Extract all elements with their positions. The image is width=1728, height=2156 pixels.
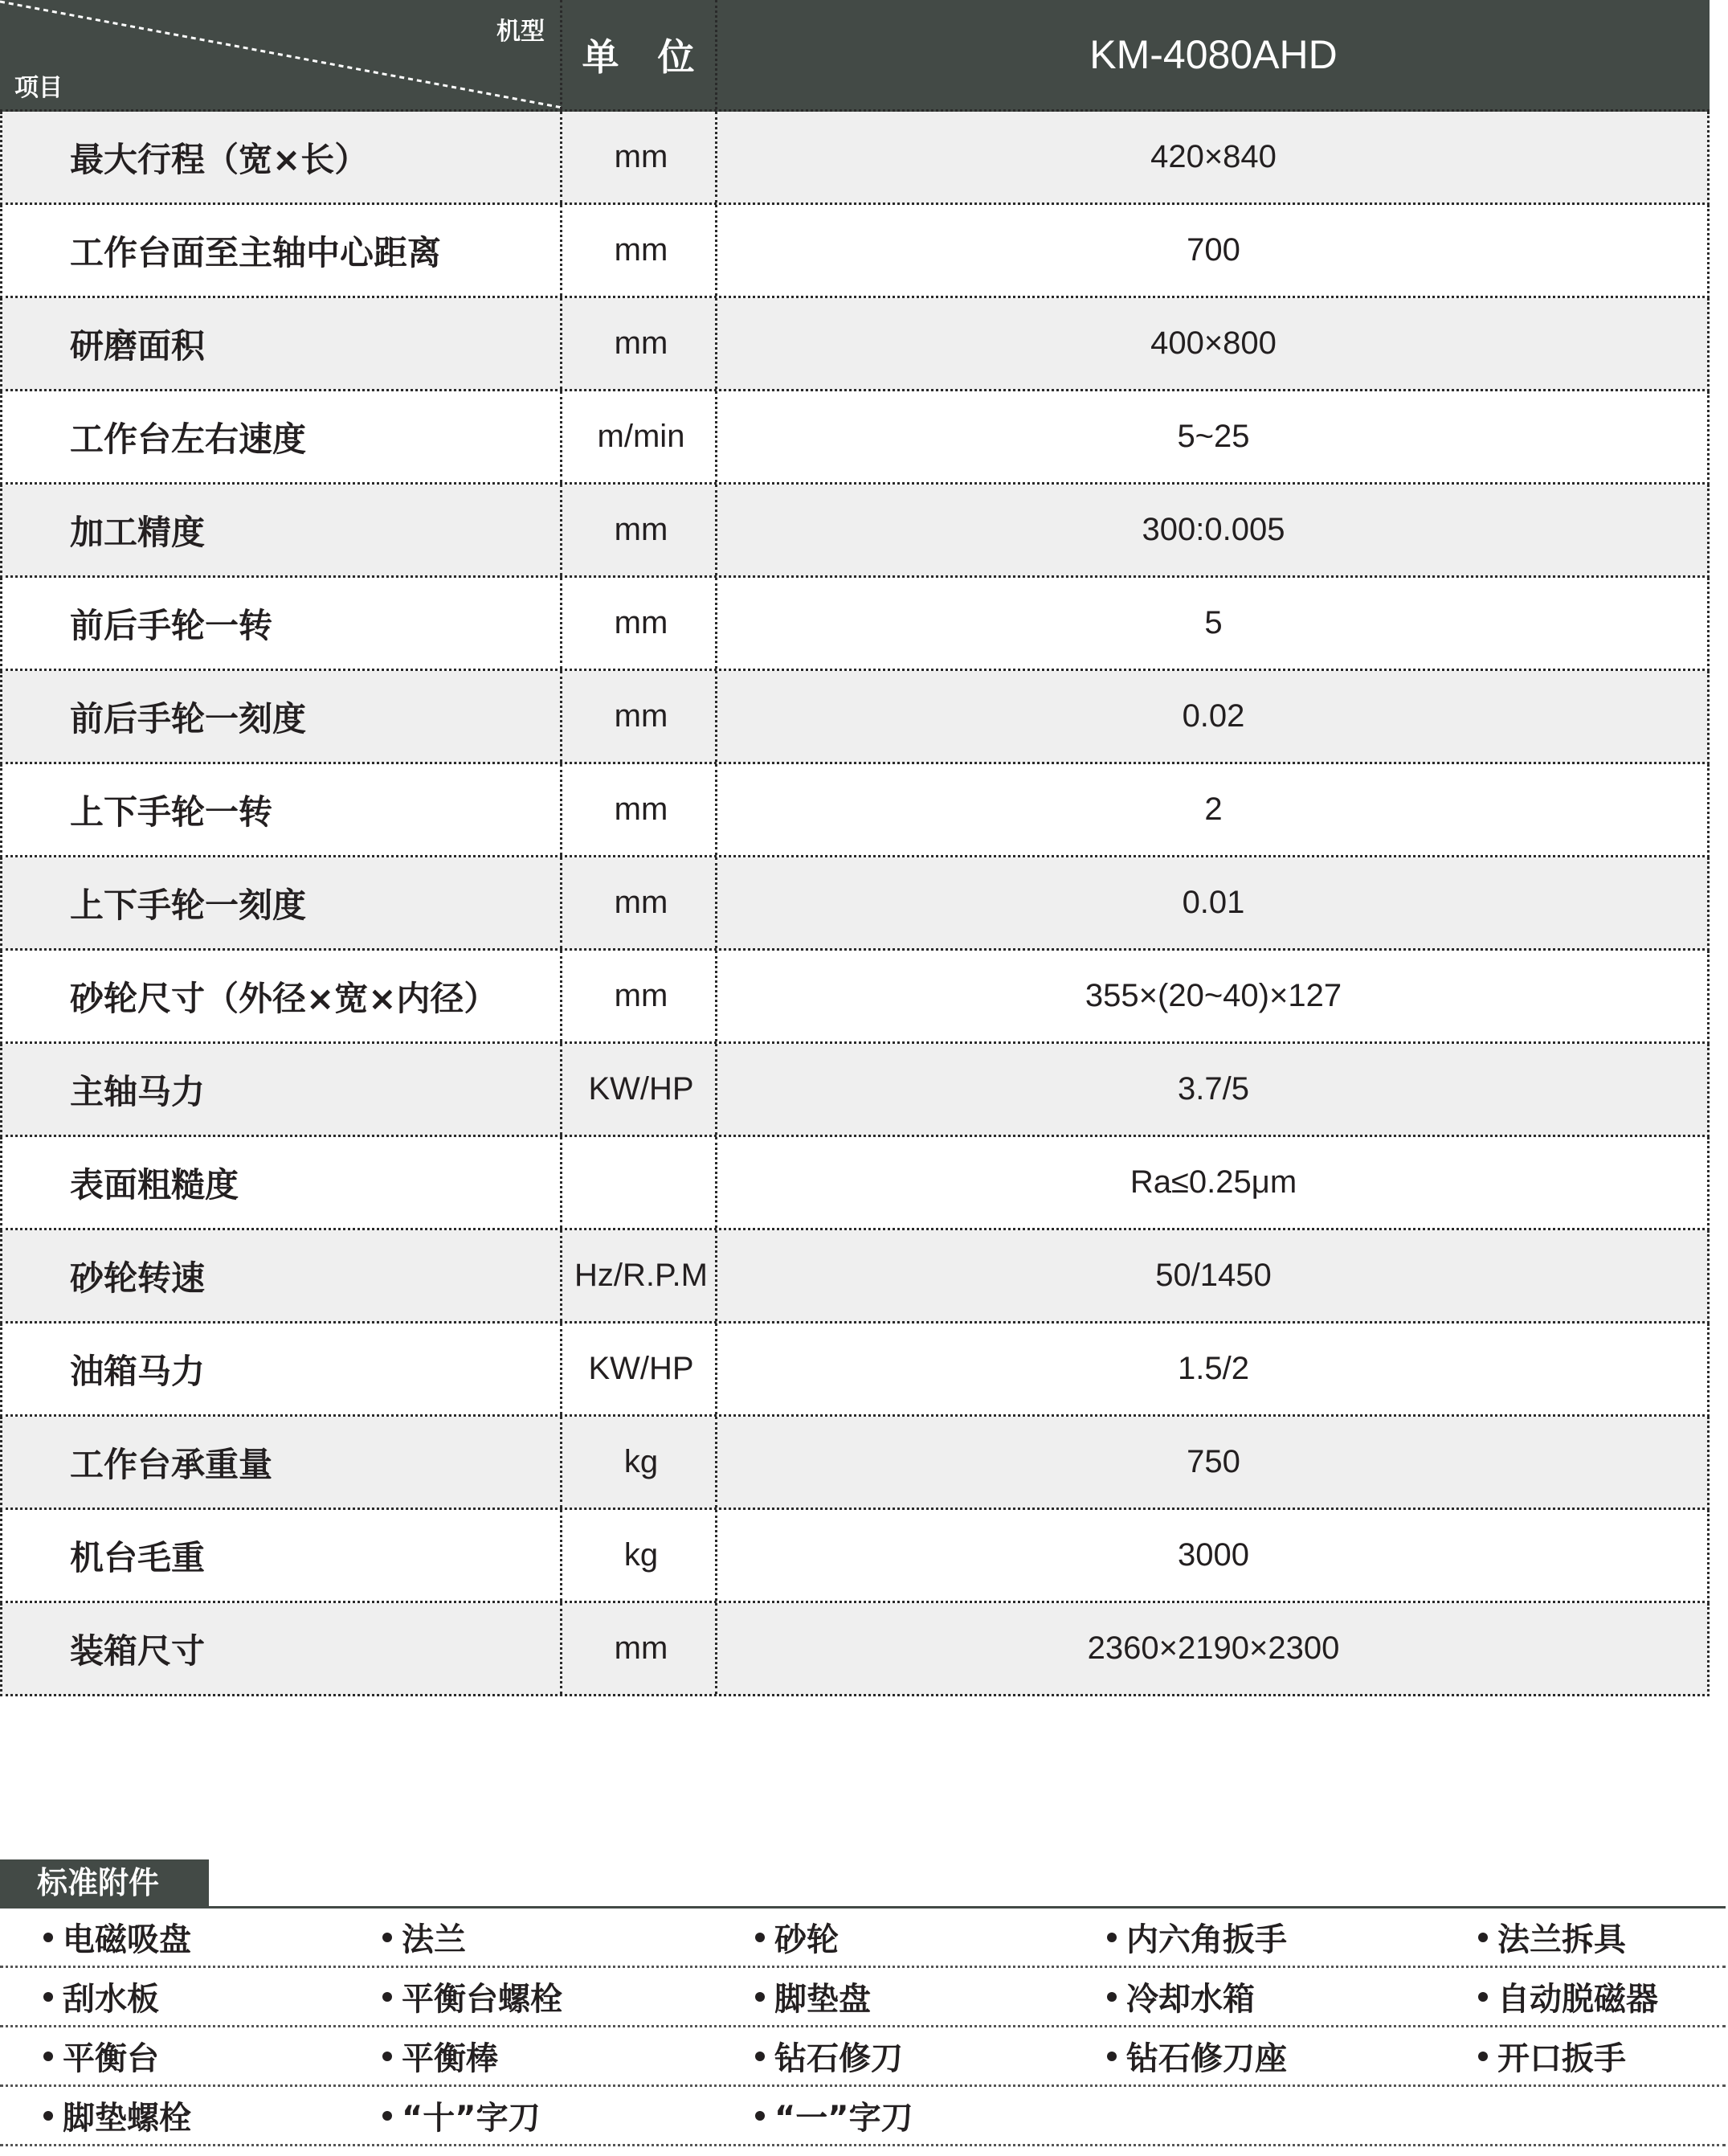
bullet-icon [382,1992,392,2002]
accessory-row [0,1968,1726,2027]
accessory-label: “一”字刀 [774,2100,913,2137]
accessory-label: 法兰 [402,1921,466,1958]
table-row [0,1323,1710,1417]
table-row [0,951,1710,1044]
item-value: 2360×2190×2300 [1087,1630,1340,1666]
item-value: 3000 [1178,1537,1249,1573]
accessory-item [43,1908,191,1966]
bullet-icon [43,1933,53,1942]
table-row [0,1603,1710,1696]
column-divider [560,1044,562,1135]
accessory-item [1478,2027,1626,2084]
table-body [0,112,1710,1696]
accessory-row [0,1908,1726,1968]
item-unit: mm [614,325,668,361]
column-divider [715,1044,717,1135]
table-row [0,391,1710,485]
column-divider [560,671,562,762]
column-divider [560,1417,562,1508]
bullet-icon [382,2052,392,2061]
accessories-title: 标准附件 [0,1859,209,1906]
table-row [0,1230,1710,1323]
accessory-label: 钻石修刀 [774,2040,903,2077]
item-value: 355×(20~40)×127 [1085,978,1342,1013]
item-value: 300:0.005 [1142,512,1285,547]
accessory-item [382,1968,562,2025]
item-value: 5 [1204,605,1223,640]
accessory-label: “十”字刀 [402,2100,541,2137]
bullet-icon [1478,2052,1488,2061]
column-divider [560,298,562,389]
column-divider [560,857,562,948]
item-name: 表面粗糙度 [70,1164,239,1205]
bullet-icon [755,1992,765,2002]
accessory-label: 砂轮 [774,1921,839,1958]
item-unit [562,1137,720,1228]
item-name: 前后手轮一刻度 [70,698,307,738]
bullet-icon [1107,2052,1117,2061]
table-row [0,578,1710,671]
table-header [0,0,1710,112]
accessory-label: 脚垫盘 [774,1981,871,2018]
column-divider [560,112,562,203]
accessory-item [43,2027,159,2084]
table-row [0,857,1710,951]
item-name: 工作台面至主轴中心距离 [70,232,442,272]
item-name: 最大行程（宽×长） [70,139,369,179]
item-value: 5~25 [1177,419,1250,454]
accessory-row [0,2027,1726,2087]
accessory-label: 刮水板 [63,1981,159,2018]
item-value: 1.5/2 [1178,1351,1249,1386]
item-unit: mm [614,512,668,547]
item-unit: kg [623,1444,659,1479]
accessory-item [755,2027,903,2084]
accessory-label: 平衡台 [63,2040,159,2077]
accessory-item [1478,1908,1626,1966]
item-unit: mm [614,605,668,640]
accessory-item [755,2087,913,2144]
column-divider [560,578,562,669]
bullet-icon [43,2111,53,2121]
item-value: 420×840 [1150,139,1277,174]
diagonal-divider [0,0,562,109]
accessory-label: 电磁吸盘 [63,1921,191,1958]
accessories-list [0,1908,1728,2146]
table-row [0,1417,1710,1510]
bullet-icon [43,1992,53,2002]
column-divider [560,951,562,1041]
model-header: KM-4080AHD [1089,32,1338,77]
accessory-label: 开口扳手 [1497,2040,1626,2077]
accessory-row [0,2087,1726,2146]
item-unit: kg [623,1537,659,1573]
item-name: 主轴马力 [70,1071,206,1111]
column-divider [715,1510,717,1601]
table-row [0,112,1710,205]
accessory-label: 自动脱磁器 [1497,1981,1658,2018]
column-divider [715,1323,717,1414]
column-divider [715,112,717,203]
bullet-icon [1478,1933,1488,1942]
table-row [0,671,1710,764]
bullet-icon [755,1933,765,1942]
item-unit: mm [614,1630,668,1666]
column-divider [715,298,717,389]
table-row [0,1137,1710,1230]
item-value: 400×800 [1150,325,1277,361]
bullet-icon [1107,1992,1117,2002]
item-value: 3.7/5 [1178,1071,1249,1107]
accessory-item [382,1908,466,1966]
column-divider [560,1230,562,1321]
item-unit: KW/HP [588,1351,694,1386]
accessory-item [1107,1908,1287,1966]
item-unit: mm [614,698,668,734]
column-divider [715,205,717,296]
column-divider [715,0,717,109]
column-divider [560,205,562,296]
column-divider [715,1137,717,1228]
accessory-item [382,2027,498,2084]
bullet-icon [755,2111,765,2121]
bullet-icon [755,2052,765,2061]
column-divider [715,1603,717,1694]
accessory-label: 平衡棒 [402,2040,498,2077]
column-divider [560,764,562,855]
item-value: 750 [1187,1444,1240,1479]
item-name: 研磨面积 [70,325,206,366]
bullet-icon [43,2052,53,2061]
accessory-item [1478,1968,1658,2025]
accessory-item [382,2087,541,2144]
column-divider [715,1417,717,1508]
item-name: 装箱尺寸 [70,1630,206,1671]
accessory-item [43,1968,159,2025]
item-name: 前后手轮一转 [70,605,273,645]
accessory-label: 冷却水箱 [1126,1981,1255,2018]
accessory-item [755,1908,839,1966]
table-row [0,1510,1710,1603]
item-name: 上下手轮一刻度 [70,885,307,925]
item-value: 2 [1204,792,1223,827]
accessory-label: 钻石修刀座 [1126,2040,1287,2077]
column-divider [560,1323,562,1414]
item-value: Ra≤0.25μm [1130,1164,1297,1200]
item-corner-label: 项目 [14,74,63,102]
column-divider [560,1510,562,1601]
column-divider [560,0,562,109]
item-value: 700 [1187,232,1240,268]
column-divider [715,1230,717,1321]
accessory-label: 内六角扳手 [1126,1921,1287,1958]
table-row [0,485,1710,578]
accessory-label: 脚垫螺栓 [63,2100,191,2137]
item-name: 砂轮尺寸（外径×宽×内径） [70,978,498,1018]
item-unit: mm [614,139,668,174]
column-divider [715,764,717,855]
item-unit: m/min [597,419,685,454]
item-name: 砂轮转速 [70,1258,206,1298]
column-divider [715,391,717,482]
column-divider [560,485,562,575]
model-corner-label: 机型 [496,18,545,46]
column-divider [560,391,562,482]
accessory-item [1107,1968,1255,2025]
column-divider [715,951,717,1041]
corner-cell [0,0,562,109]
bullet-icon [382,2111,392,2121]
item-name: 油箱马力 [70,1351,206,1391]
item-unit: Hz/R.P.M [574,1258,708,1293]
column-divider [715,857,717,948]
item-unit: mm [614,885,668,920]
table-row [0,205,1710,298]
item-value: 50/1450 [1155,1258,1272,1293]
item-name: 机台毛重 [70,1537,206,1577]
item-unit: mm [614,792,668,827]
table-row [0,1044,1710,1137]
item-value: 0.01 [1182,885,1245,920]
accessory-label: 法兰拆具 [1497,1921,1626,1958]
table-row [0,764,1710,857]
item-unit: mm [614,232,668,268]
unit-header: 单 位 [582,35,708,79]
bullet-icon [382,1933,392,1942]
table-row [0,298,1710,391]
accessory-item [755,1968,871,2025]
item-name: 工作台承重量 [70,1444,273,1484]
item-value: 0.02 [1182,698,1245,734]
column-divider [715,671,717,762]
item-name: 上下手轮一转 [70,792,273,832]
accessory-item [1107,2027,1287,2084]
accessory-label: 平衡台螺栓 [402,1981,562,2018]
accessory-item [43,2087,191,2144]
item-name: 工作台左右速度 [70,419,307,459]
item-name: 加工精度 [70,512,206,552]
bullet-icon [1107,1933,1117,1942]
accessories-section [0,1859,1728,2146]
item-unit: KW/HP [588,1071,694,1107]
bullet-icon [1478,1992,1488,2002]
column-divider [715,485,717,575]
column-divider [715,578,717,669]
column-divider [560,1137,562,1228]
item-unit: mm [614,978,668,1013]
column-divider [560,1603,562,1694]
